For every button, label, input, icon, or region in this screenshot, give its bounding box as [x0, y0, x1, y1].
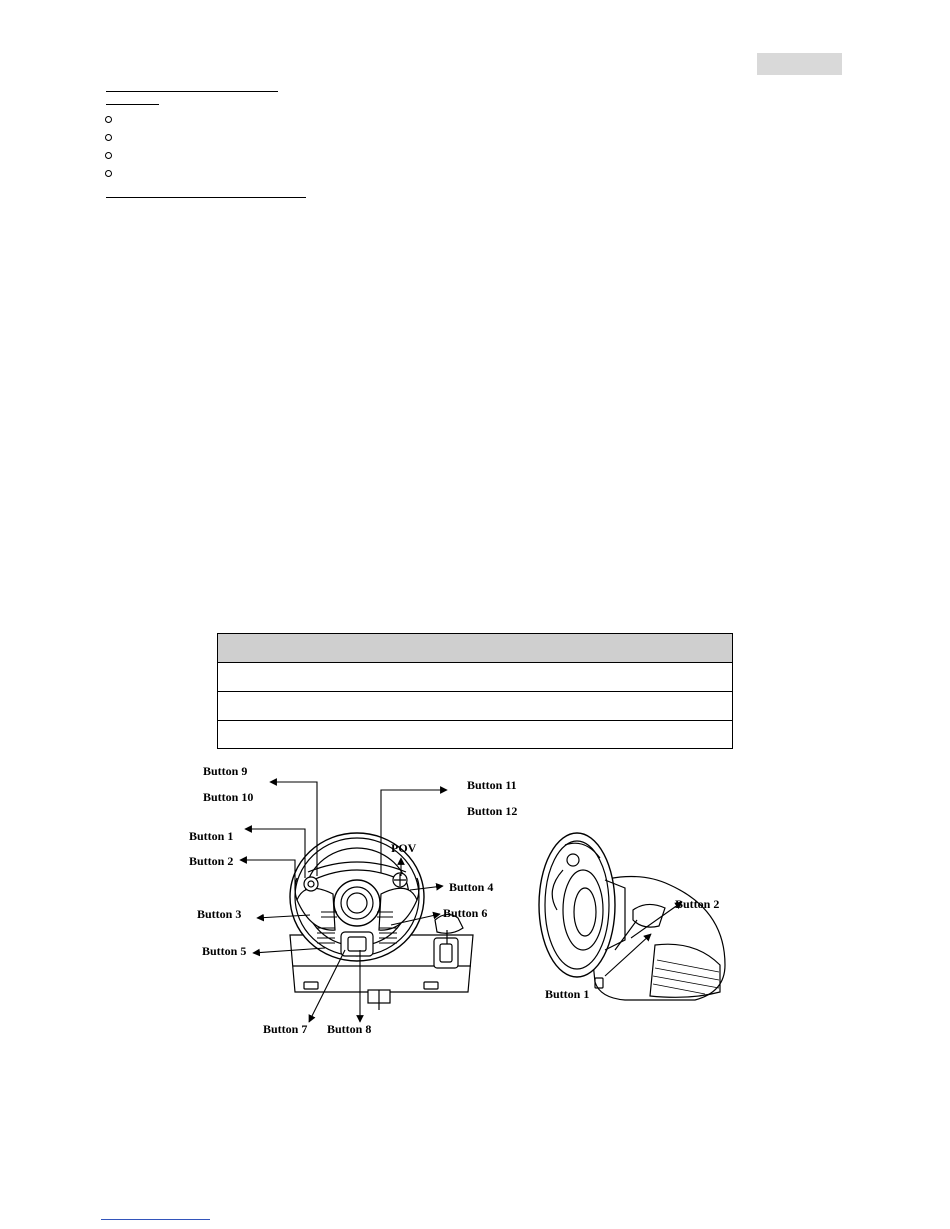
label-button-5: Button 5 — [202, 944, 247, 958]
spec-table — [217, 633, 733, 749]
section-heading-underline-2 — [106, 197, 306, 198]
label-button-12: Button 12 — [467, 804, 518, 818]
subheading-underline — [106, 104, 159, 105]
label-button-6: Button 6 — [443, 906, 488, 920]
label-pov: POV — [391, 841, 417, 855]
label-button-1: Button 1 — [189, 829, 234, 843]
spec-table-row — [218, 721, 732, 750]
bullet-dot-icon — [105, 134, 112, 141]
side-label-button-2: Button 2 — [675, 897, 720, 911]
label-button-10: Button 10 — [203, 790, 254, 804]
label-button-4: Button 4 — [449, 880, 494, 894]
spec-table-row — [218, 692, 732, 721]
label-button-2: Button 2 — [189, 854, 234, 868]
label-button-9: Button 9 — [203, 764, 248, 778]
side-label-button-1: Button 1 — [545, 987, 590, 1001]
wheel-button-diagram — [185, 760, 745, 1045]
page-number-tab — [757, 53, 842, 75]
spec-table-row — [218, 663, 732, 692]
side-view-wheel-drawing — [539, 833, 725, 1000]
bullet-dot-icon — [105, 116, 112, 123]
footer-link-underline[interactable] — [101, 1219, 210, 1220]
label-button-8: Button 8 — [327, 1022, 372, 1036]
bullet-dot-icon — [105, 170, 112, 177]
label-button-3: Button 3 — [197, 907, 242, 921]
spec-table-header-row — [218, 634, 732, 663]
label-button-7: Button 7 — [263, 1022, 308, 1036]
label-button-11: Button 11 — [467, 778, 517, 792]
section-heading-underline — [106, 91, 278, 92]
bullet-dot-icon — [105, 152, 112, 159]
